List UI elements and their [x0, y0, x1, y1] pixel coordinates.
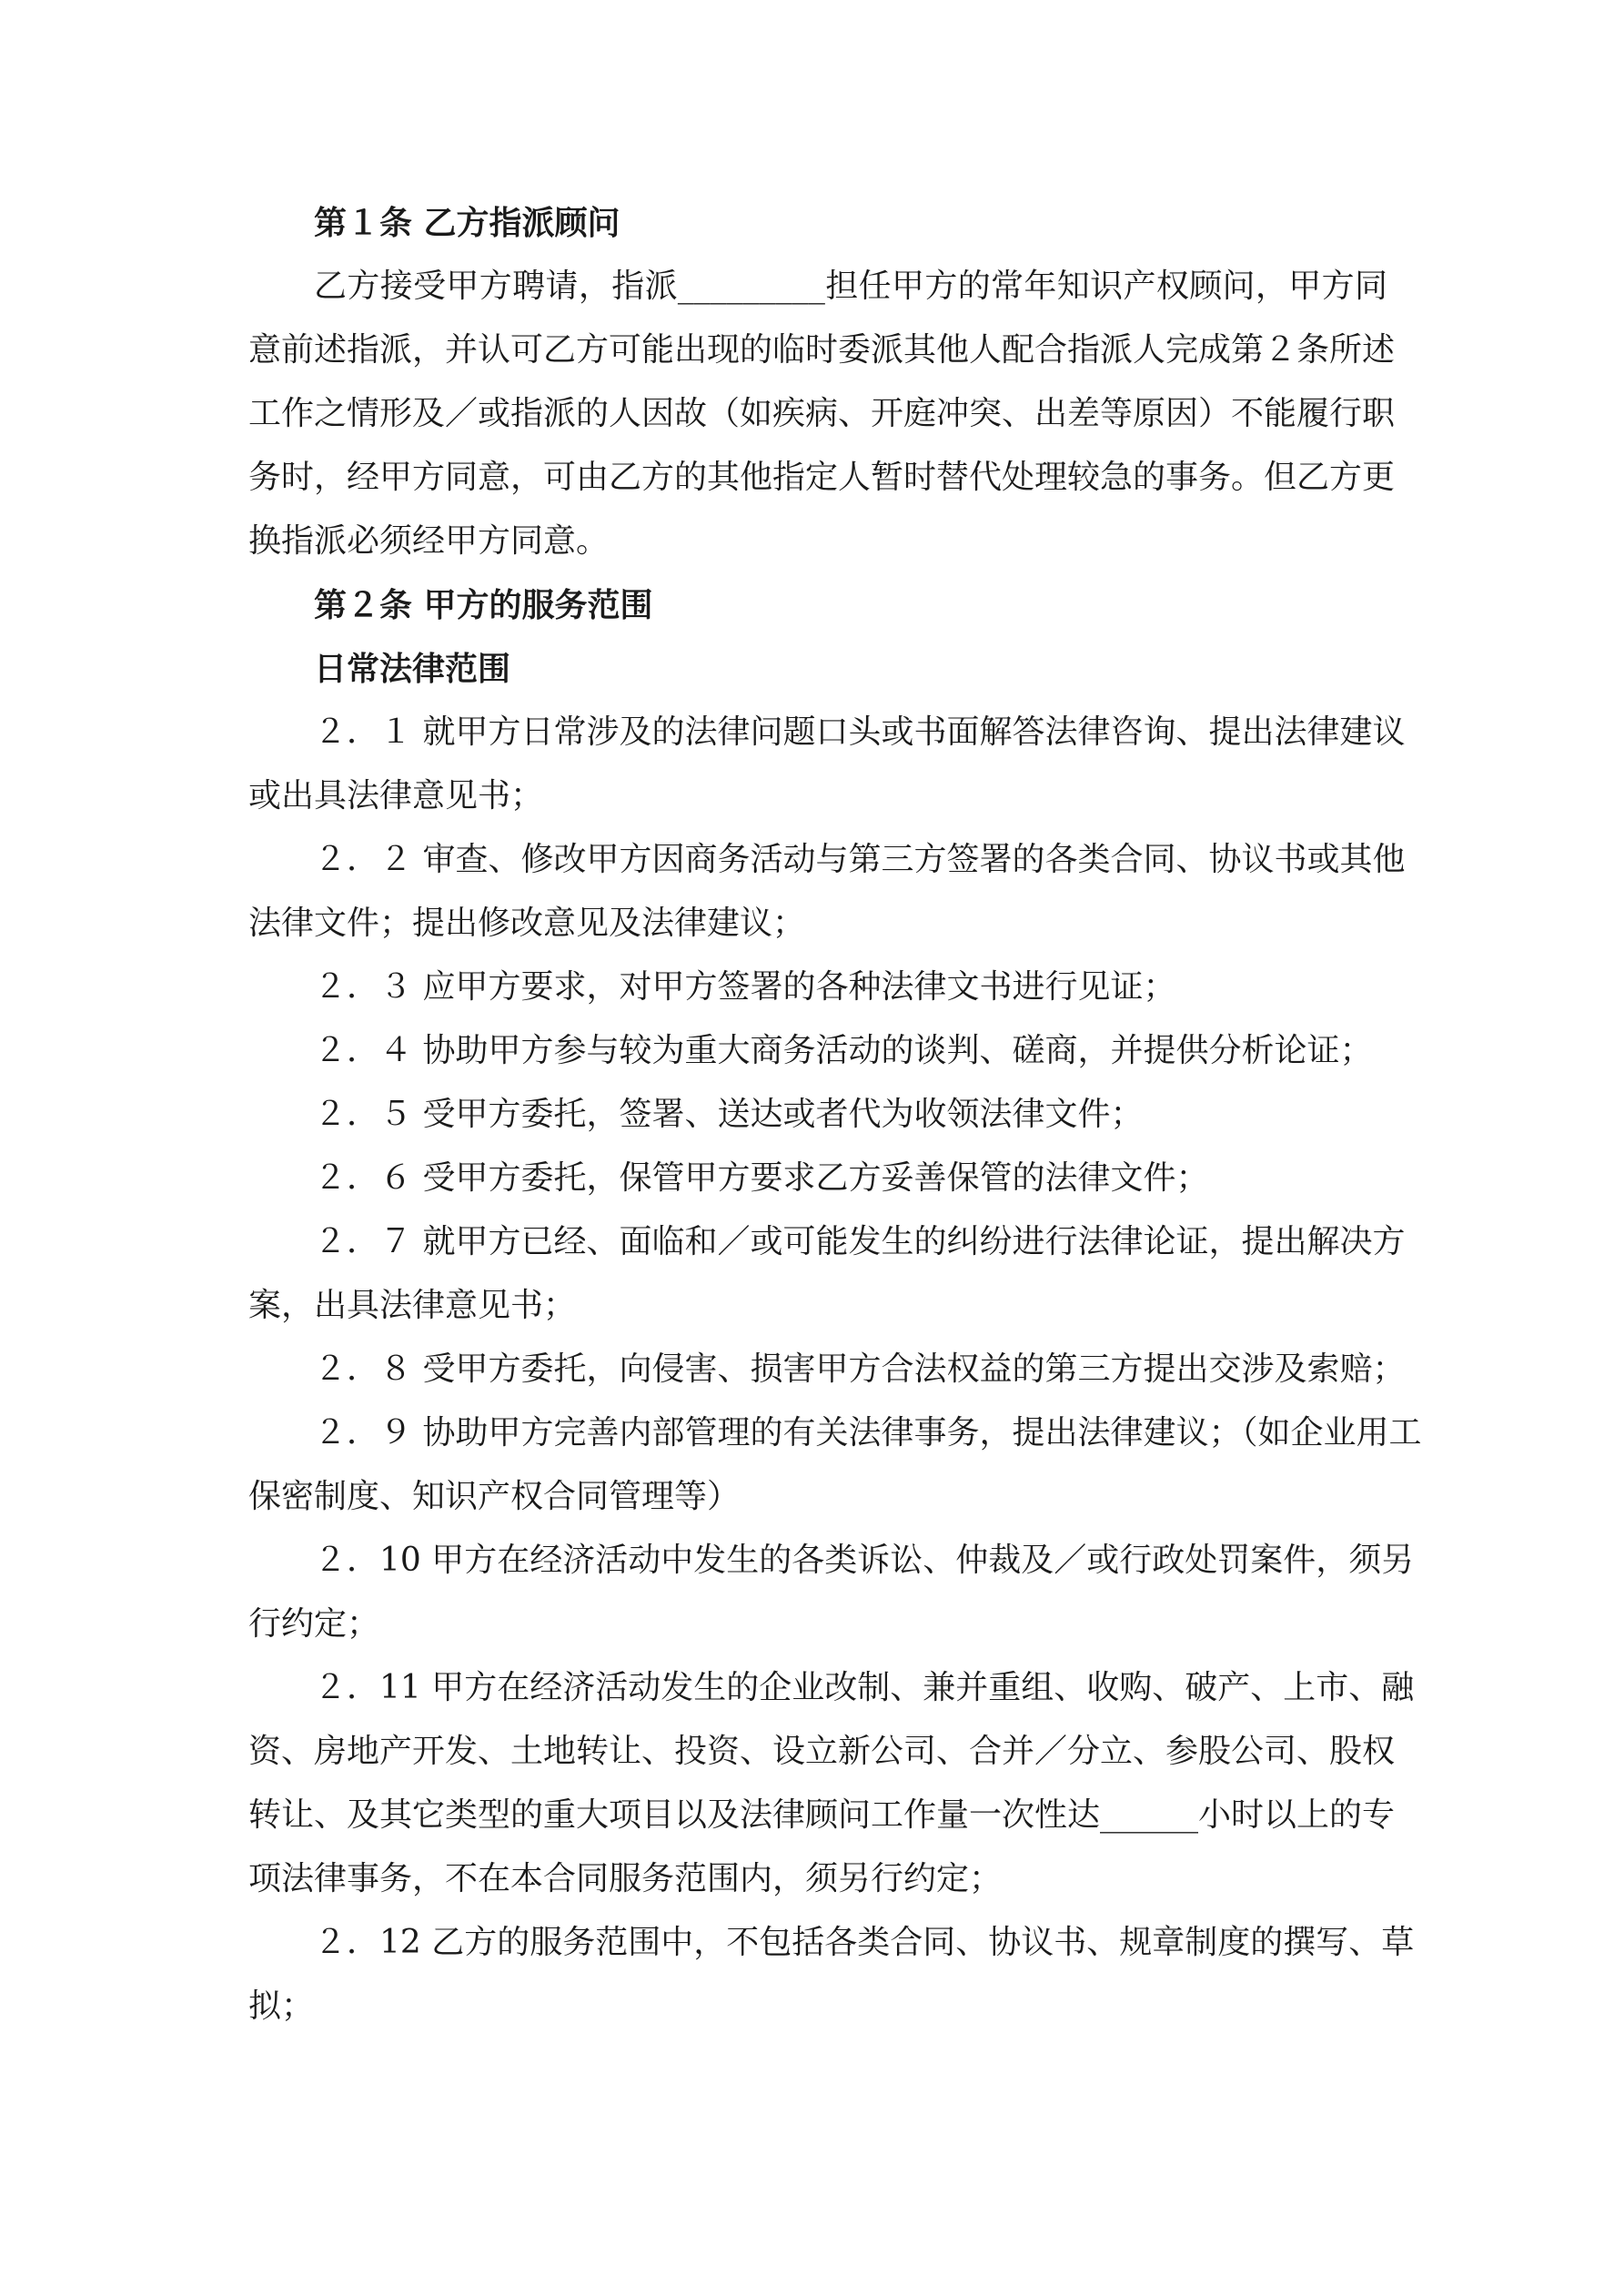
clause-line: 法律文件；提出修改意见及法律建议；: [248, 905, 806, 942]
clause-line: ２．５ 受甲方委托，签署、送达或者代为收领法律文件；: [314, 1096, 1144, 1133]
clause-line: 拟；: [248, 1988, 315, 2025]
clause-line: 转让、及其它类型的重大项目以及法律顾问工作量一次性达______小时以上的专: [248, 1796, 1396, 1834]
article-1-line: 乙方接受甲方聘请，指派_________担任甲方的常年知识产权顾问，甲方同: [314, 268, 1387, 305]
clause-line: 保密制度、知识产权合同管理等）: [248, 1478, 741, 1515]
clause-line: 资、房地产开发、土地转让、投资、设立新公司、合并／分立、参股公司、股权: [248, 1733, 1396, 1770]
clause-2-12: [248, 1911, 1415, 2038]
clause-line: ２．10 甲方在经济活动中发生的各类诉讼、仲裁及／或行政处罚案件，须另: [314, 1542, 1415, 1579]
clause-line: ２．３ 应甲方要求，对甲方签署的各种法律文书进行见证；: [314, 968, 1176, 1006]
clause-line: ２．11 甲方在经济活动发生的企业改制、兼并重组、收购、破产、上市、融: [314, 1669, 1415, 1706]
article-1-heading: 第１条 乙方指派顾问: [314, 204, 620, 242]
clause-line: 案，出具法律意见书；: [248, 1287, 577, 1324]
clause-2-11: [248, 1656, 1415, 1911]
clause-line: 或出具法律意见书；: [248, 777, 544, 814]
clause-2-8: [248, 1338, 1406, 1401]
clause-line: ２．１ 就甲方日常涉及的法律问题口头或书面解答法律咨询、提出法律建议: [314, 713, 1406, 751]
clause-2-1: [248, 701, 1406, 828]
article-1-body: [248, 255, 1396, 573]
article-1-line: 意前述指派，并认可乙方可能出现的临时委派其他人配合指派人完成第２条所述: [248, 331, 1396, 369]
article-2-subheading: 日常法律范围: [314, 650, 511, 688]
article-1-line: 换指派必须经甲方同意。: [248, 522, 610, 560]
clause-line: ２．７ 就甲方已经、面临和／或可能发生的纠纷进行法律论证，提出解决方: [314, 1223, 1406, 1260]
article-1-line: 务时，经甲方同意，可由乙方的其他指定人暂时替代处理较急的事务。但乙方更: [248, 459, 1396, 496]
clause-2-2: [248, 828, 1406, 956]
clause-line: ２．２ 审查、修改甲方因商务活动与第三方签署的各类合同、协议书或其他: [314, 841, 1406, 878]
clause-line: ２．４ 协助甲方参与较为重大商务活动的谈判、磋商，并提供分析论证；: [314, 1032, 1373, 1069]
clause-line: ２．12 乙方的服务范围中，不包括各类合同、协议书、规章制度的撰写、草: [314, 1924, 1415, 1961]
document-page: [248, 191, 1422, 2038]
clause-line: ２．８ 受甲方委托，向侵害、损害甲方合法权益的第三方提出交涉及索赔；: [314, 1350, 1406, 1388]
clause-2-6: [248, 1147, 1387, 1210]
clause-2-5: [248, 1083, 1387, 1147]
clause-line: 项法律事务，不在本合同服务范围内，须另行约定；: [248, 1860, 1003, 1897]
clause-2-4: [248, 1019, 1387, 1083]
article-2-heading: 第２条 甲方的服务范围: [314, 586, 653, 624]
article-1-line: 工作之情形及／或指派的人因故（如疾病、开庭冲突、出差等原因）不能履行职: [248, 395, 1396, 432]
clause-line: 行约定；: [248, 1605, 380, 1643]
clause-line: ２．９ 协助甲方完善内部管理的有关法律事务，提出法律建议；（如企业用工: [314, 1414, 1422, 1451]
clause-2-10: [248, 1529, 1415, 1656]
clause-line: ２．６ 受甲方委托，保管甲方要求乙方妥善保管的法律文件；: [314, 1159, 1209, 1197]
clause-2-9: [248, 1401, 1422, 1529]
clause-2-3: [248, 956, 1387, 1019]
clause-2-7: [248, 1210, 1406, 1338]
